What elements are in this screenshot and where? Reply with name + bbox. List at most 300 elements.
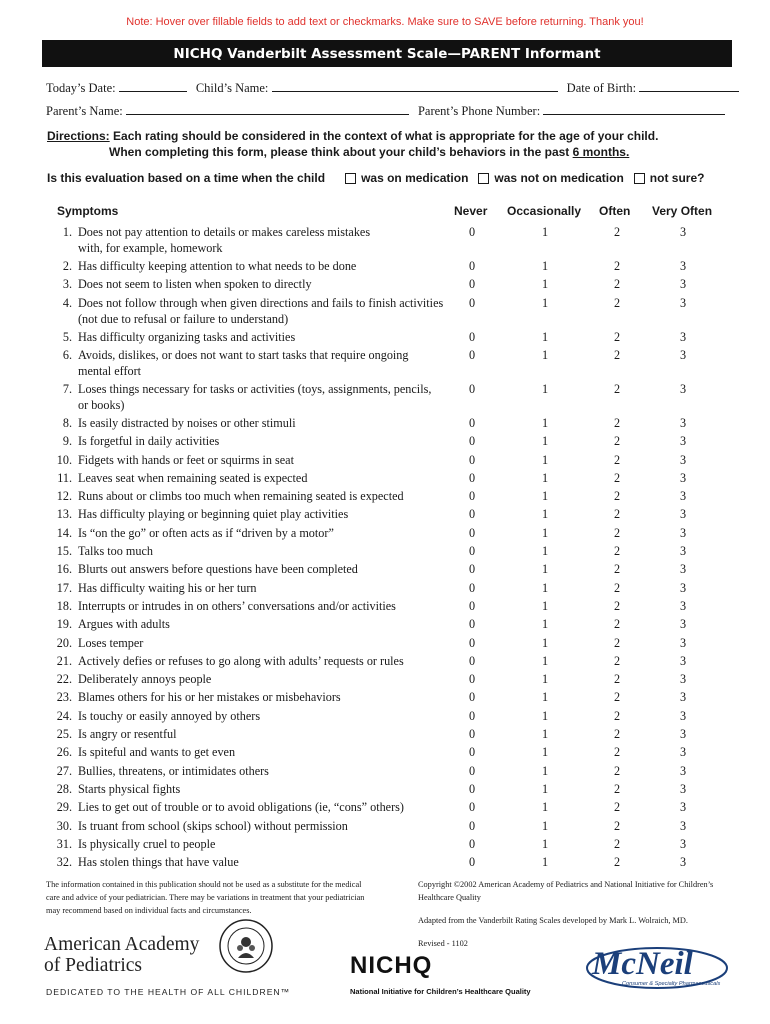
score-never[interactable]: 0 [468, 672, 476, 687]
option-not-on-medication-label: was not on medication [494, 171, 624, 185]
table-row [42, 488, 732, 506]
table-row [42, 689, 732, 707]
header-very-often: Very Often [652, 204, 713, 218]
date-of-birth-label: Date of Birth: [566, 81, 637, 95]
symptom-text-line-1: Leaves seat when remaining seated is expected [78, 470, 308, 485]
score-often[interactable]: 2 [613, 452, 621, 467]
symptom-number: 27. [56, 763, 72, 778]
table-row [42, 671, 732, 689]
symptom-text-line-1: Has difficulty waiting his or her turn [78, 580, 257, 595]
symptom-number: 11. [57, 470, 72, 485]
symptom-text [78, 744, 458, 760]
table-row [42, 506, 732, 524]
table-row [42, 525, 732, 543]
disclaimer: The information contained in this publication should not be used as a substitute for the medical care and advice of your pediatrician. There may be variations in treatment that your pediatrician may recommend based on individual facts and circumstances. [46, 880, 365, 915]
score-occasionally[interactable]: 1 [541, 800, 549, 815]
table-row [42, 415, 732, 433]
score-very-often[interactable]: 3 [679, 225, 687, 239]
symptom-text [78, 854, 458, 870]
symptom-text-line-1: Talks too much [78, 544, 153, 558]
symptom-number: 14. [56, 525, 72, 540]
score-never[interactable]: 0 [468, 489, 476, 504]
symptom-number: 12. [56, 489, 72, 504]
score-often[interactable]: 2 [613, 690, 621, 705]
header-often: Often [599, 204, 631, 218]
score-very-often[interactable]: 3 [679, 653, 687, 668]
score-never[interactable]: 0 [468, 329, 476, 344]
score-occasionally[interactable]: 1 [541, 507, 549, 522]
score-never[interactable]: 0 [468, 452, 476, 467]
score-often[interactable]: 2 [613, 763, 621, 778]
table-row [42, 726, 732, 744]
table-row [42, 781, 732, 799]
score-never[interactable]: 0 [468, 434, 476, 449]
score-never[interactable]: 0 [468, 745, 476, 760]
score-very-often[interactable]: 3 [679, 277, 687, 292]
score-occasionally[interactable]: 1 [541, 295, 549, 310]
symptom-text-line-1: Interrupts or intrudes in on others’ conversations and/or activities [78, 598, 396, 613]
symptom-text [78, 415, 458, 431]
symptom-number: 2. [62, 259, 72, 273]
symptom-number: 29. [56, 800, 72, 815]
score-occasionally[interactable]: 1 [541, 855, 549, 870]
score-very-often[interactable]: 3 [679, 329, 687, 344]
table-row [42, 295, 732, 329]
header-occasionally: Occasionally [507, 204, 582, 218]
directions-line-2 [47, 145, 737, 159]
checkbox-not-on-medication[interactable] [478, 173, 489, 184]
mcneil-logo: McNeil [592, 946, 693, 982]
table-row [42, 799, 732, 817]
symptom-text [78, 799, 458, 815]
symptom-text-line-1: Avoids, dislikes, or does not want to start tasks that require ongoing [78, 347, 409, 362]
symptom-number: 24. [56, 708, 72, 723]
symptom-number: 28. [56, 781, 72, 796]
score-very-often[interactable]: 3 [679, 763, 687, 778]
score-very-often[interactable]: 3 [679, 836, 687, 851]
table-row [42, 818, 732, 836]
symptom-number: 1. [62, 225, 72, 239]
symptom-number: 22. [56, 672, 72, 687]
symptom-text [78, 836, 458, 852]
score-never[interactable]: 0 [468, 507, 476, 522]
directions-label: Directions: [47, 129, 110, 143]
score-very-often[interactable]: 3 [679, 434, 687, 449]
table-row [42, 763, 732, 781]
symptom-number: 25. [56, 727, 72, 741]
score-often[interactable]: 2 [613, 598, 621, 613]
parents-name-label: Parent’s Name: [46, 104, 123, 118]
symptom-number: 20. [56, 635, 72, 650]
symptom-text-line-1: Has difficulty keeping attention to what needs to be done [78, 259, 357, 273]
symptom-text-line-1: Does not pay attention to details or makes careless mistakes [78, 225, 371, 239]
score-often[interactable]: 2 [613, 836, 621, 851]
score-often[interactable]: 2 [613, 470, 621, 485]
symptom-text-line-1: Has difficulty organizing tasks and activities [78, 329, 296, 344]
symptom-text-line-2: mental effort [78, 363, 142, 378]
option-not-sure[interactable] [634, 171, 705, 185]
score-very-often[interactable]: 3 [679, 470, 687, 485]
table-row [42, 470, 732, 488]
symptom-text-line-1: Is truant from school (skips school) without permission [78, 818, 348, 833]
score-never[interactable]: 0 [468, 295, 476, 310]
symptom-text [78, 258, 458, 274]
score-very-often[interactable]: 3 [679, 781, 687, 796]
symptom-number: 31. [56, 836, 72, 851]
score-never[interactable]: 0 [468, 598, 476, 613]
score-often[interactable]: 2 [613, 295, 621, 310]
aap-logo-line-2: of Pediatrics [44, 955, 143, 976]
score-often[interactable]: 2 [613, 544, 621, 558]
header-fields-row-2 [46, 103, 725, 119]
score-very-often[interactable]: 3 [679, 580, 687, 595]
score-often[interactable]: 2 [613, 259, 621, 273]
score-often[interactable]: 2 [613, 818, 621, 833]
table-row [42, 744, 732, 762]
symptom-text-line-1: Loses things necessary for tasks or activities (toys, assignments, pencils, [78, 381, 432, 396]
table-row [42, 598, 732, 616]
score-very-often[interactable]: 3 [679, 818, 687, 833]
score-often[interactable]: 2 [613, 277, 621, 292]
score-never[interactable]: 0 [468, 635, 476, 650]
symptom-text [78, 726, 458, 742]
score-never[interactable]: 0 [468, 525, 476, 540]
symptom-number: 15. [56, 544, 72, 558]
score-never[interactable]: 0 [468, 277, 476, 292]
score-very-often[interactable]: 3 [679, 489, 687, 504]
score-never[interactable]: 0 [468, 836, 476, 851]
score-occasionally[interactable]: 1 [541, 635, 549, 650]
score-often[interactable]: 2 [613, 800, 621, 815]
mcneil-subtitle: Consumer & Specialty Pharmaceuticals [622, 981, 721, 987]
symptom-text-line-1: Bullies, threatens, or intimidates others [78, 763, 269, 778]
table-row [42, 653, 732, 671]
table-row [42, 433, 732, 451]
table-row [42, 381, 732, 415]
aap-tagline: DEDICATED TO THE HEALTH OF ALL CHILDREN™ [46, 987, 291, 997]
score-never[interactable]: 0 [468, 708, 476, 723]
symptom-text-line-1: Does not seem to listen when spoken to directly [78, 277, 312, 292]
score-often[interactable]: 2 [613, 329, 621, 344]
revision-notice: Revised - 1102 [418, 939, 468, 948]
score-occasionally[interactable]: 1 [541, 745, 549, 760]
symptom-text-line-1: Fidgets with hands or feet or squirms in seat [78, 452, 294, 467]
score-never[interactable]: 0 [468, 855, 476, 870]
todays-date-field[interactable] [119, 80, 187, 92]
table-row [42, 561, 732, 579]
symptom-text-line-1: Blames others for his or her mistakes or misbehaviors [78, 690, 341, 705]
checkbox-not-sure[interactable] [634, 173, 645, 184]
score-never[interactable]: 0 [468, 415, 476, 430]
score-never[interactable]: 0 [468, 562, 476, 577]
score-occasionally[interactable]: 1 [541, 836, 549, 851]
symptom-text [78, 470, 458, 486]
directions [47, 129, 737, 159]
symptom-text [78, 433, 458, 449]
score-very-often[interactable]: 3 [679, 708, 687, 723]
score-occasionally[interactable]: 1 [541, 347, 549, 362]
symptom-number: 5. [62, 329, 72, 344]
score-often[interactable]: 2 [613, 489, 621, 504]
table-row [42, 258, 732, 276]
symptom-text-line-1: Lies to get out of trouble or to avoid obligations (ie, “cons” others) [78, 800, 404, 815]
symptom-number: 19. [56, 617, 72, 632]
score-occasionally[interactable]: 1 [541, 544, 549, 558]
symptom-text-line-2: or books) [78, 397, 125, 412]
option-not-sure-label: not sure? [649, 171, 705, 185]
symptom-number: 8. [62, 415, 72, 430]
symptom-number: 32. [56, 855, 72, 870]
option-on-medication-label: was on medication [361, 171, 469, 185]
table-row [42, 543, 732, 561]
symptom-text [78, 295, 458, 327]
score-very-often[interactable]: 3 [679, 381, 687, 396]
table-row [42, 708, 732, 726]
symptom-text-line-1: Is touchy or easily annoyed by others [78, 708, 261, 723]
symptom-text-line-1: Deliberately annoys people [78, 672, 212, 687]
symptom-number: 4. [62, 295, 72, 310]
aap-logo [44, 934, 199, 976]
score-never[interactable]: 0 [468, 580, 476, 595]
score-very-often[interactable]: 3 [679, 672, 687, 687]
score-very-often[interactable]: 3 [679, 544, 687, 558]
table-row [42, 635, 732, 653]
symptom-number: 6. [62, 347, 72, 362]
score-often[interactable]: 2 [613, 855, 621, 870]
score-never[interactable]: 0 [468, 690, 476, 705]
copyright-notice: Copyright ©2002 American Academy of Pediatrics and National Initiative for Children’s Healthcare Quality [418, 880, 714, 902]
symptom-text [78, 763, 458, 779]
table-row [42, 854, 732, 872]
symptom-text [78, 561, 458, 577]
score-occasionally[interactable]: 1 [541, 653, 549, 668]
score-never[interactable]: 0 [468, 381, 476, 396]
score-occasionally[interactable]: 1 [541, 617, 549, 632]
score-occasionally[interactable]: 1 [541, 781, 549, 796]
table-row [42, 836, 732, 854]
option-on-medication[interactable] [345, 171, 468, 185]
parents-phone-label: Parent’s Phone Number: [417, 104, 541, 118]
score-very-often[interactable]: 3 [679, 347, 687, 362]
score-occasionally[interactable]: 1 [541, 489, 549, 504]
score-occasionally[interactable]: 1 [541, 452, 549, 467]
score-often[interactable]: 2 [613, 635, 621, 650]
option-not-on-medication[interactable] [478, 171, 623, 185]
score-never[interactable]: 0 [468, 470, 476, 485]
score-very-often[interactable]: 3 [679, 800, 687, 815]
score-often[interactable]: 2 [613, 745, 621, 760]
score-very-often[interactable]: 3 [679, 690, 687, 705]
symptom-text-line-1: Is angry or resentful [78, 727, 177, 741]
score-very-often[interactable]: 3 [679, 415, 687, 430]
score-often[interactable]: 2 [613, 225, 621, 239]
symptom-text-line-1: Is spiteful and wants to get even [78, 745, 236, 760]
score-occasionally[interactable]: 1 [541, 598, 549, 613]
form-title [42, 40, 732, 67]
symptom-text-line-1: Is physically cruel to people [78, 836, 216, 851]
symptom-number: 18. [56, 598, 72, 613]
score-occasionally[interactable]: 1 [541, 818, 549, 833]
symptom-text [78, 598, 458, 614]
symptom-number: 26. [56, 745, 72, 760]
score-often[interactable]: 2 [613, 708, 621, 723]
score-occasionally[interactable]: 1 [541, 225, 549, 239]
symptom-number: 13. [56, 507, 72, 522]
score-occasionally[interactable]: 1 [541, 277, 549, 292]
table-row [42, 580, 732, 598]
symptom-number: 23. [56, 690, 72, 705]
score-often[interactable]: 2 [613, 580, 621, 595]
header-never: Never [454, 204, 488, 218]
date-of-birth-field[interactable] [639, 80, 739, 92]
childs-name-field[interactable] [272, 80, 558, 92]
score-often[interactable]: 2 [613, 653, 621, 668]
symptom-text [78, 580, 458, 596]
score-very-often[interactable]: 3 [679, 525, 687, 540]
score-very-often[interactable]: 3 [679, 635, 687, 650]
symptom-text [78, 671, 458, 687]
symptom-text-line-1: Does not follow through when given directions and fails to finish activities [78, 295, 444, 310]
symptom-text-line-1: Starts physical fights [78, 781, 181, 796]
symptom-text [78, 708, 458, 724]
parents-name-field[interactable] [126, 103, 409, 115]
score-never[interactable]: 0 [468, 259, 476, 273]
score-often[interactable]: 2 [613, 727, 621, 741]
symptom-text [78, 781, 458, 797]
score-occasionally[interactable]: 1 [541, 672, 549, 687]
score-very-often[interactable]: 3 [679, 259, 687, 273]
symptom-number: 7. [62, 381, 72, 396]
aap-logo-line-1: American Academy [44, 934, 200, 955]
symptom-text [78, 525, 458, 541]
symptom-number: 3. [62, 277, 72, 292]
symptom-number: 17. [56, 580, 72, 595]
score-often[interactable]: 2 [613, 381, 621, 396]
score-occasionally[interactable]: 1 [541, 562, 549, 577]
score-often[interactable]: 2 [613, 434, 621, 449]
score-occasionally[interactable]: 1 [541, 434, 549, 449]
score-very-often[interactable]: 3 [679, 727, 687, 741]
fillable-fields-note: Note: Hover over fillable fields to add text or checkmarks. Make sure to SAVE before returning. Thank you! [126, 16, 644, 28]
score-often[interactable]: 2 [613, 672, 621, 687]
score-often[interactable]: 2 [613, 617, 621, 632]
header-fields-row-1 [46, 80, 739, 96]
todays-date-label: Today’s Date: [46, 81, 116, 95]
score-occasionally[interactable]: 1 [541, 580, 549, 595]
score-often[interactable]: 2 [613, 347, 621, 362]
symptom-text-line-1: Is “on the go” or often acts as if “driven by a motor” [78, 525, 334, 540]
table-row [42, 452, 732, 470]
symptom-text-line-1: Blurts out answers before questions have been completed [78, 562, 358, 577]
symptom-text [78, 452, 458, 468]
symptom-number: 30. [56, 818, 72, 833]
score-often[interactable]: 2 [613, 507, 621, 522]
score-occasionally[interactable]: 1 [541, 329, 549, 344]
directions-text-2: When completing this form, please think about your child’s behaviors in the past [109, 145, 573, 159]
symptom-text [78, 381, 458, 413]
symptom-text [78, 276, 458, 292]
score-occasionally[interactable]: 1 [541, 470, 549, 485]
symptom-text-line-1: Has stolen things that have value [78, 855, 239, 870]
score-never[interactable]: 0 [468, 617, 476, 632]
adapted-notice: Adapted from the Vanderbilt Rating Scales developed by Mark L. Wolraich, MD. [418, 916, 688, 925]
score-never[interactable]: 0 [468, 653, 476, 668]
symptom-text [78, 818, 458, 834]
nichq-subtitle: National Initiative for Children’s Healthcare Quality [350, 987, 531, 996]
header-symptoms: Symptoms [57, 204, 119, 218]
symptom-number: 9. [62, 434, 72, 449]
score-very-often[interactable]: 3 [679, 855, 687, 870]
symptom-text [78, 653, 458, 669]
parents-phone-field[interactable] [543, 103, 725, 115]
score-very-often[interactable]: 3 [679, 617, 687, 632]
evaluation-question-row [47, 171, 737, 185]
symptom-text [78, 224, 458, 256]
score-very-often[interactable]: 3 [679, 562, 687, 577]
score-very-often[interactable]: 3 [679, 598, 687, 613]
score-never[interactable]: 0 [468, 727, 476, 741]
symptom-text-line-1: Runs about or climbs too much when remaining seated is expected [78, 489, 404, 504]
score-often[interactable]: 2 [613, 525, 621, 540]
symptom-text [78, 488, 458, 504]
score-often[interactable]: 2 [613, 781, 621, 796]
score-occasionally[interactable]: 1 [541, 259, 549, 273]
symptom-number: 16. [56, 562, 72, 577]
childs-name-label: Child’s Name: [195, 81, 269, 95]
score-occasionally[interactable]: 1 [541, 381, 549, 396]
table-row [42, 224, 732, 258]
score-occasionally[interactable]: 1 [541, 525, 549, 540]
score-very-often[interactable]: 3 [679, 507, 687, 522]
score-never[interactable]: 0 [468, 781, 476, 796]
symptom-text-line-1: Argues with adults [78, 617, 170, 632]
score-never[interactable]: 0 [468, 544, 476, 558]
directions-text-1: Each rating should be considered in the context of what is appropriate for the age of your child. [113, 129, 659, 143]
score-occasionally[interactable]: 1 [541, 415, 549, 430]
symptom-text [78, 543, 458, 559]
symptom-text-line-1: Is easily distracted by noises or other stimuli [78, 415, 296, 430]
score-very-often[interactable]: 3 [679, 295, 687, 310]
score-occasionally[interactable]: 1 [541, 708, 549, 723]
symptom-number: 21. [56, 653, 72, 668]
score-never[interactable]: 0 [468, 347, 476, 362]
score-occasionally[interactable]: 1 [541, 727, 549, 741]
aap-seal-icon [218, 918, 274, 974]
score-very-often[interactable]: 3 [679, 452, 687, 467]
score-occasionally[interactable]: 1 [541, 690, 549, 705]
symptom-text [78, 689, 458, 705]
symptom-text [78, 329, 458, 345]
score-never[interactable]: 0 [468, 763, 476, 778]
score-often[interactable]: 2 [613, 562, 621, 577]
score-never[interactable]: 0 [468, 225, 476, 239]
symptom-text-line-1: Actively defies or refuses to go along with adults’ requests or rules [78, 653, 404, 668]
symptom-text [78, 347, 458, 379]
table-row [42, 329, 732, 347]
score-never[interactable]: 0 [468, 818, 476, 833]
score-occasionally[interactable]: 1 [541, 763, 549, 778]
symptom-text-line-2: (not due to refusal or failure to understand) [78, 311, 289, 326]
table-row [42, 347, 732, 381]
table-header-row [42, 204, 732, 220]
score-very-often[interactable]: 3 [679, 745, 687, 760]
score-never[interactable]: 0 [468, 800, 476, 815]
score-often[interactable]: 2 [613, 415, 621, 430]
evaluation-question: Is this evaluation based on a time when the child [47, 171, 326, 185]
table-row [42, 276, 732, 294]
checkbox-on-medication[interactable] [345, 173, 356, 184]
symptom-number: 10. [56, 452, 72, 467]
